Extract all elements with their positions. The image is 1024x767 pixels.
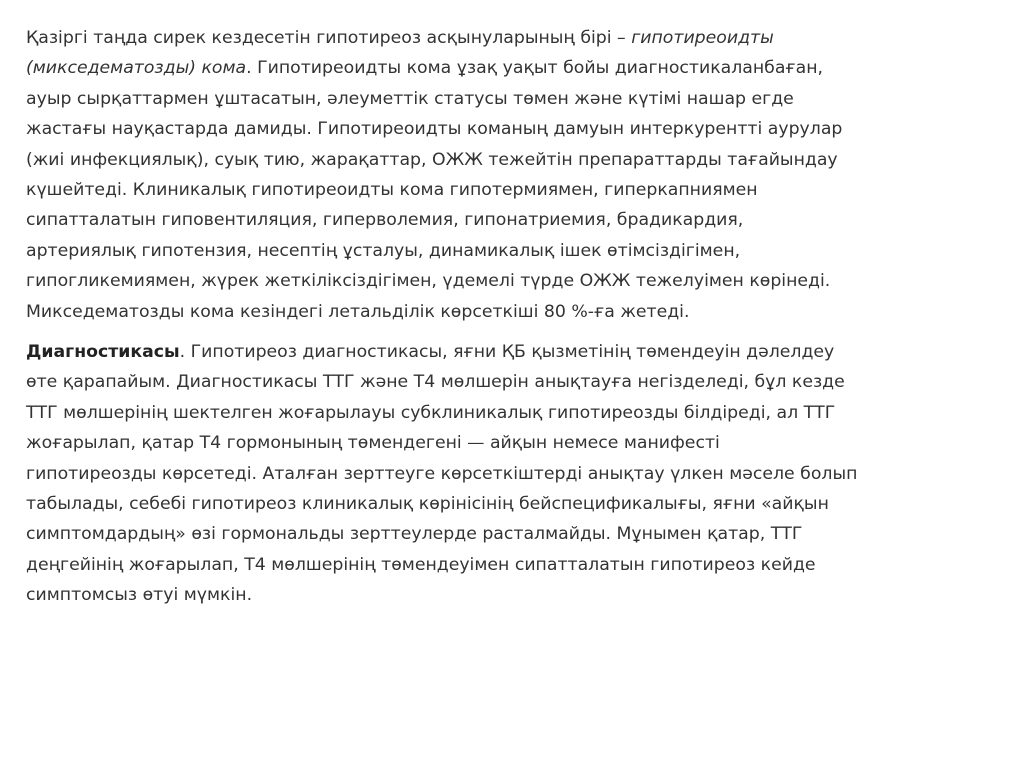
text-line: өте қарапайым. Диагностикасы ТТГ және Т4 мөлшерін анықтауға негізделеді, бұл кезде bbox=[26, 372, 845, 393]
text-line: жоғарылап, қатар Т4 гормонының төмендегені — айқын немесе манифесті bbox=[26, 433, 720, 454]
text-run: Қазіргі таңда сирек кездесетін гипотиреоз асқынуларының бірі – bbox=[26, 28, 632, 48]
italic-term: гипотиреоидты bbox=[631, 28, 774, 48]
text-line: жастағы науқастарда дамиды. Гипотиреоидты команың дамуын интеркурентті аурулар bbox=[26, 119, 843, 140]
text-line: Микседематозды кома кезіндегі летальділік көрсеткіші 80 %-ға жетеді. bbox=[26, 301, 690, 322]
text-line: ауыр сырқаттармен ұштасатын, әлеуметтік статусы төмен және күтімі нашар егде bbox=[26, 88, 794, 109]
section-heading: Диагностикасы bbox=[26, 342, 180, 362]
text-run: . Гипотиреоидты кома ұзақ уақыт бойы диагностикаланбаған, bbox=[246, 58, 824, 79]
text-line bbox=[26, 23, 986, 53]
text-line: гипогликемиямен, жүрек жеткіліксіздігімен, үдемелі түрде ОЖЖ тежелуімен көрінеді. bbox=[26, 271, 831, 292]
text-line: симптомдардың» өзі гормональды зерттеулерде расталмайды. Мұнымен қатар, ТТГ bbox=[26, 524, 803, 545]
text-line: деңгейінің жоғарылап, Т4 мөлшерінің төмендеуімен сипатталатын гипотиреоз кейде bbox=[26, 554, 816, 575]
text-line: табылады, себебі гипотиреоз клиникалық көрінісінің бейспецификалығы, яғни «айқын bbox=[26, 494, 829, 515]
text-line: (жиі инфекциялық), суық тию, жарақаттар, ОЖЖ тежейтін препараттарды тағайындау bbox=[26, 149, 838, 170]
text-line: гипотиреозды көрсетеді. Аталған зерттеуге көрсеткіштерді анықтау үлкен мәселе болып bbox=[26, 463, 858, 484]
text-line: күшейтеді. Клиникалық гипотиреоидты кома гипотермиямен, гиперкапниямен bbox=[26, 180, 758, 201]
italic-term: (микседематозды) кома bbox=[26, 58, 247, 79]
text-line: артериялық гипотензия, несептің ұсталуы, динамикалық ішек өтімсіздігімен, bbox=[26, 240, 741, 261]
paragraph-diagnostics bbox=[26, 337, 986, 611]
text-line: сипатталатын гиповентиляция, гиперволемия, гипонатриемия, брадикардия, bbox=[26, 210, 744, 231]
text-run: . Гипотиреоз диагностикасы, яғни ҚБ қызметінің төмендеуін дәлелдеу bbox=[179, 342, 835, 362]
text-line bbox=[26, 53, 986, 83]
paragraph-complications bbox=[26, 23, 986, 327]
text-line: симптомсыз өтуі мүмкін. bbox=[26, 585, 253, 606]
text-line bbox=[26, 337, 986, 367]
text-line: ТТГ мөлшерінің шектелген жоғарылауы субклиникалық гипотиреозды білдіреді, ал ТТГ bbox=[26, 402, 836, 423]
